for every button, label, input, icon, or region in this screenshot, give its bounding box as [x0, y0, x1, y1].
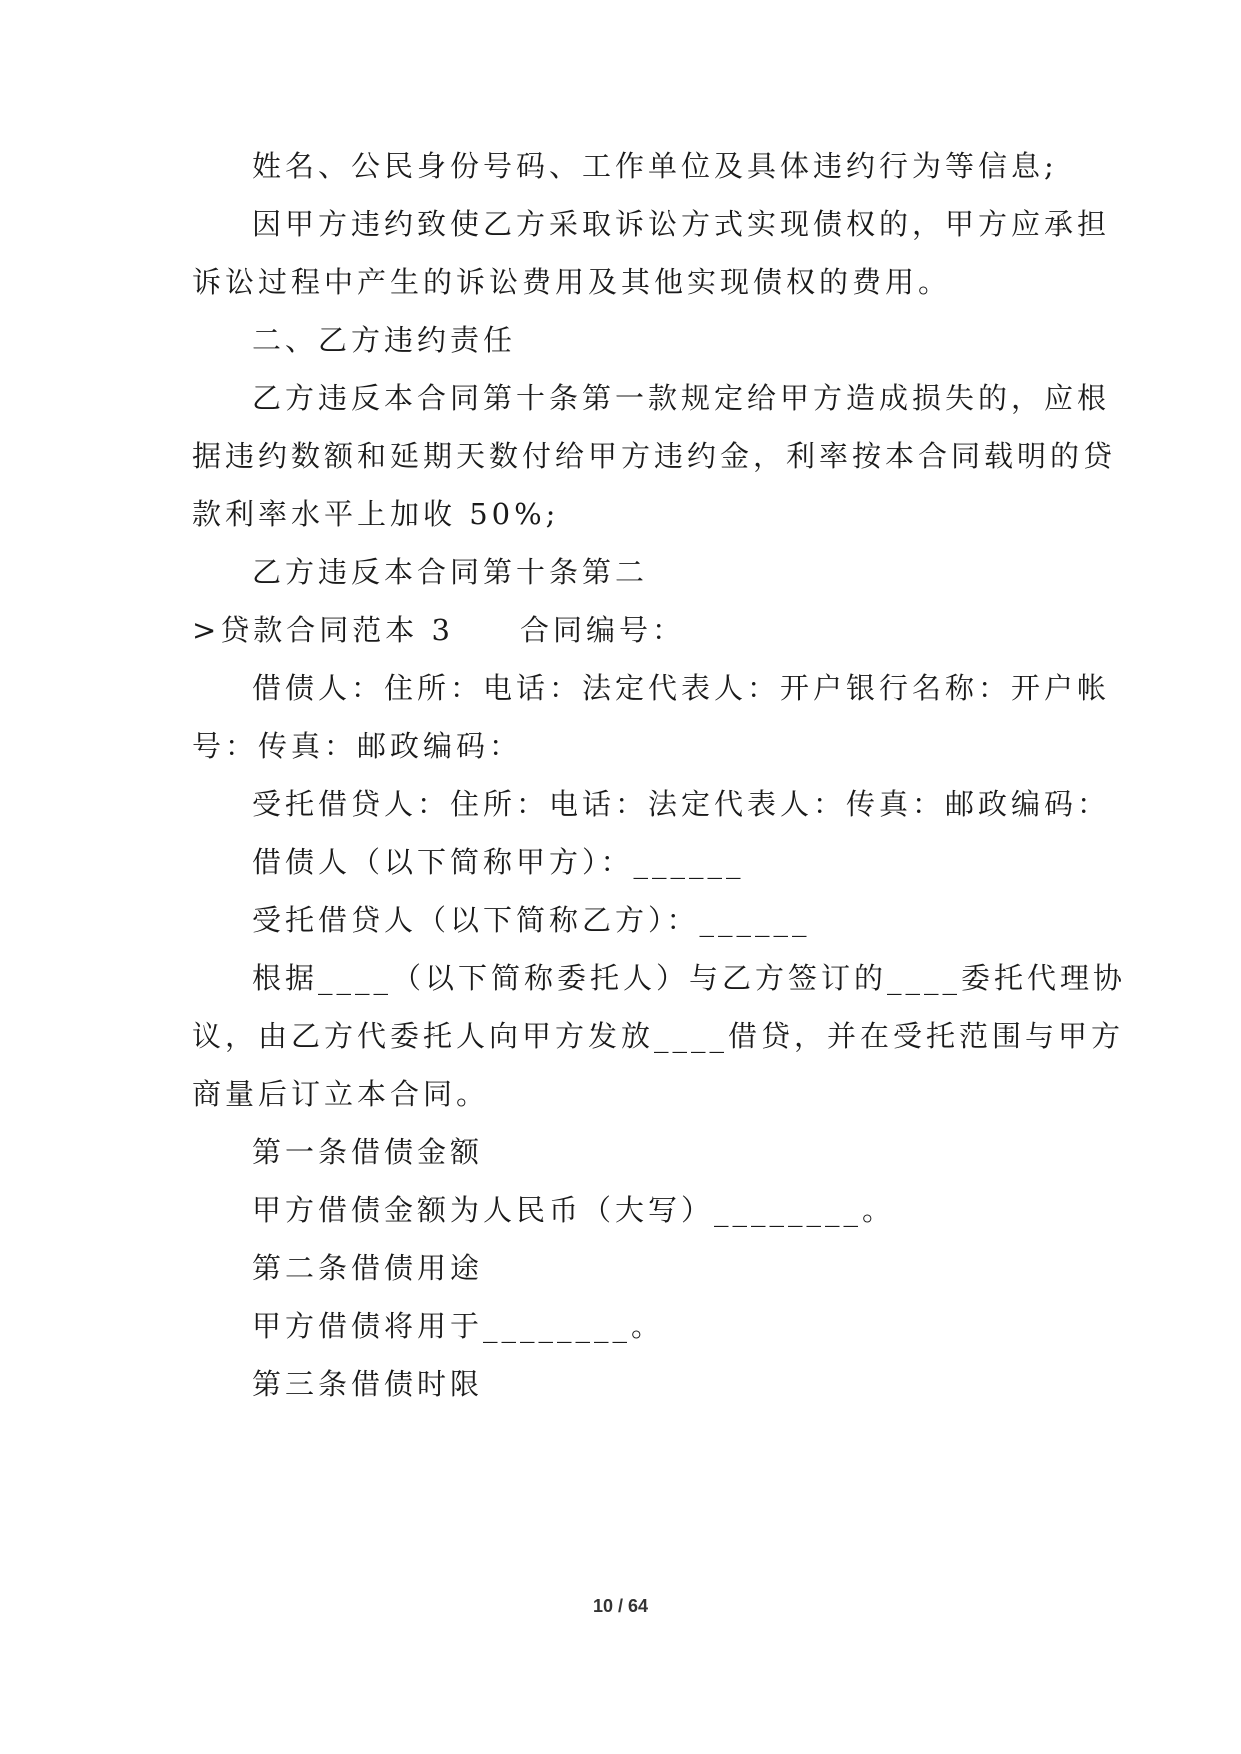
paragraph-line: 借债人：住所：电话：法定代表人：开户银行名称：开户帐	[252, 671, 1111, 705]
paragraph-line: 据违约数额和延期天数付给甲方违约金，利率按本合同载明的贷	[192, 439, 1117, 473]
paragraph-line: 姓名、公民身份号码、工作单位及具体违约行为等信息;	[252, 149, 1058, 183]
paragraph-line: 乙方违反本合同第十条第一款规定给甲方造成损失的，应根	[252, 381, 1111, 415]
paragraph-line: 受托借贷人：住所：电话：法定代表人：传真：邮政编码：	[252, 787, 1111, 821]
paragraph-line: 甲方借债将用于________。	[252, 1309, 665, 1343]
paragraph-line: 借债人（以下简称甲方）：______	[252, 845, 745, 879]
paragraph-line: 商量后订立本合同。	[192, 1077, 490, 1111]
contract-title-line: >贷款合同范本 3 合同编号：	[192, 613, 685, 647]
article-heading: 第二条借债用途	[252, 1251, 484, 1285]
paragraph-line: 受托借贷人（以下简称乙方）：______	[252, 903, 811, 937]
paragraph-line: 因甲方违约致使乙方采取诉讼方式实现债权的，甲方应承担	[252, 207, 1111, 241]
paragraph-line: 甲方借债金额为人民币（大写）________。	[252, 1193, 896, 1227]
section-heading: 二、乙方违约责任	[252, 323, 517, 357]
paragraph-line: 款利率水平上加收 50%;	[192, 497, 560, 531]
article-heading: 第三条借债时限	[252, 1367, 484, 1401]
paragraph-line: 诉讼过程中产生的诉讼费用及其他实现债权的费用。	[192, 265, 952, 299]
page-number: 10 / 64	[592, 1596, 649, 1616]
paragraph-line: 根据____（以下简称委托人）与乙方签订的____委托代理协	[252, 961, 1127, 995]
paragraph-line: 号：传真：邮政编码：	[192, 729, 523, 763]
paragraph-line: 议，由乙方代委托人向甲方发放____借贷，并在受托范围与甲方	[192, 1019, 1125, 1053]
paragraph-line: 乙方违反本合同第十条第二	[252, 555, 649, 589]
article-heading: 第一条借债金额	[252, 1135, 484, 1169]
